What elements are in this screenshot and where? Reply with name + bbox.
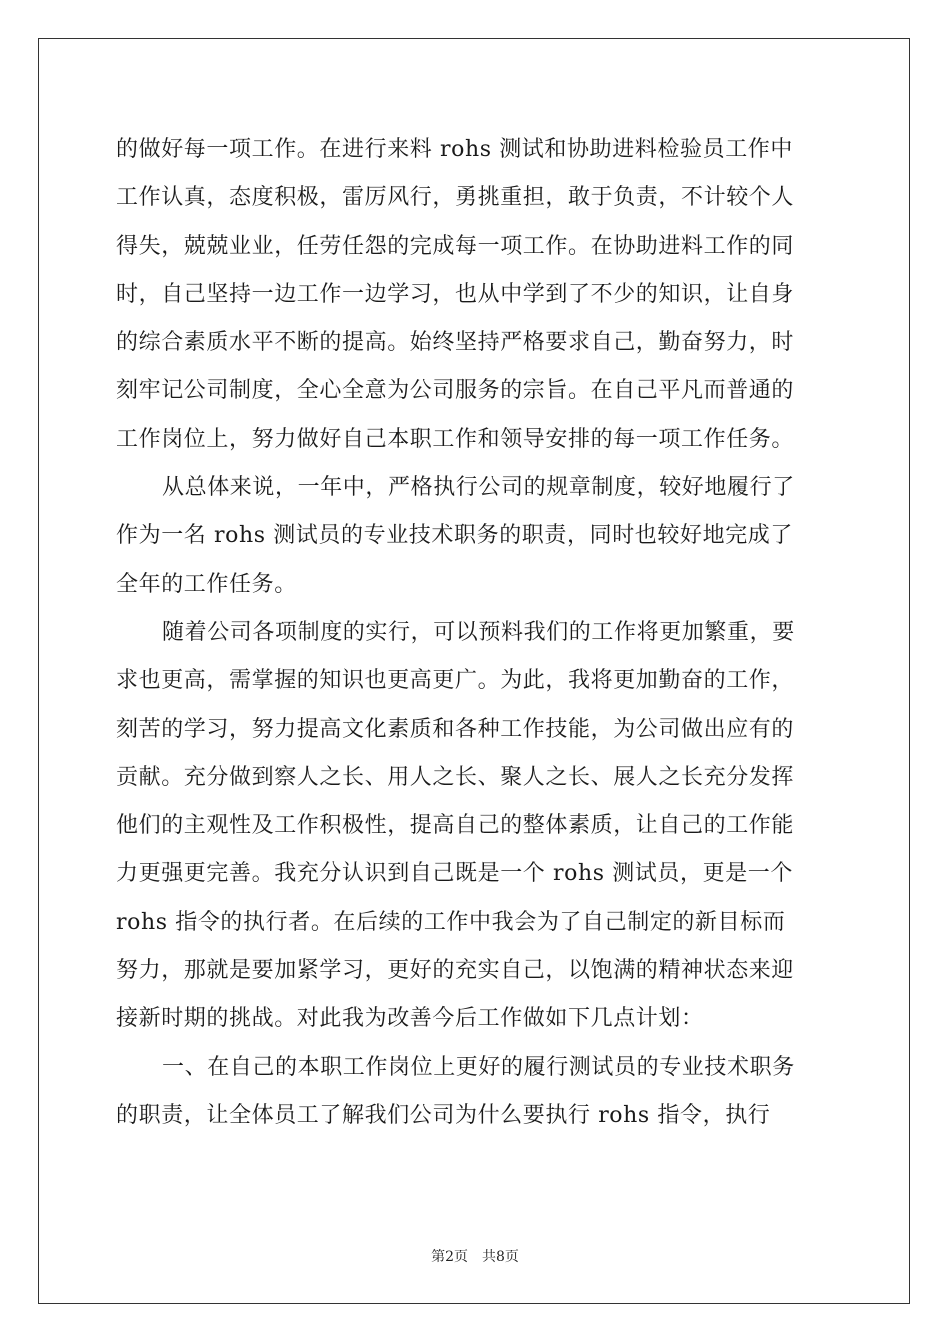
text-line: 接新时期的挑战。对此我为改善今后工作做如下几点计划： [116,1006,704,1032]
text-line: 全年的工作任务。 [116,571,297,597]
text-line: 工作岗位上，努力做好自己本职工作和领导安排的每一项工作任务。 [116,426,795,452]
text-line: 得失，兢兢业业，任劳任怨的完成每一项工作。在协助进料工作的同 [116,233,795,259]
text-line: 的做好每一项工作。在进行来料 rohs 测试和协助进料检验员工作中 [116,137,794,162]
text-line: 作为一名 rohs 测试员的专业技术职务的职责，同时也较好地完成了 [116,523,794,549]
text-line: 的综合素质水平不断的提高。始终坚持严格要求自己，勤奋努力，时 [116,330,795,356]
text-line: rohs 指令的执行者。在后续的工作中我会为了自己制定的新目标而 [116,909,786,935]
text-line: 他们的主观性及工作积极性，提高自己的整体素质，让自己的工作能 [116,813,795,839]
text-line: 力更强更完善。我充分认识到自己既是一个 rohs 测试员，更是一个 [116,861,794,887]
text-line: 刻苦的学习，努力提高文化素质和各种工作技能，为公司做出应有的 [116,716,795,742]
text-line: 从总体来说，一年中，严格执行公司的规章制度，较好地履行了 [162,475,795,501]
text-line: 随着公司各项制度的实行，可以预料我们的工作将更加繁重，要 [162,619,795,645]
text-line: 刻牢记公司制度，全心全意为公司服务的宗旨。在自己平凡而普通的 [116,378,795,404]
page-number-footer: 第2页 共8页 [431,1249,519,1265]
document-body [116,126,838,1140]
text-line: 工作认真，态度积极，雷厉风行，勇挑重担，敢于负责，不计较个人 [116,185,795,211]
text-line: 一、在自己的本职工作岗位上更好的履行测试员的专业技术职务 [162,1054,795,1080]
text-line: 的职责，让全体员工了解我们公司为什么要执行 rohs 指令，执行 [116,1102,771,1128]
text-line: 努力，那就是要加紧学习，更好的充实自己，以饱满的精神状态来迎 [116,958,795,984]
text-line: 贡献。充分做到察人之长、用人之长、聚人之长、展人之长充分发挥 [116,764,795,790]
text-line: 时，自己坚持一边工作一边学习，也从中学到了不少的知识，让自身 [116,281,795,307]
text-line: 求也更高，需掌握的知识也更高更广。为此，我将更加勤奋的工作， [116,668,795,694]
